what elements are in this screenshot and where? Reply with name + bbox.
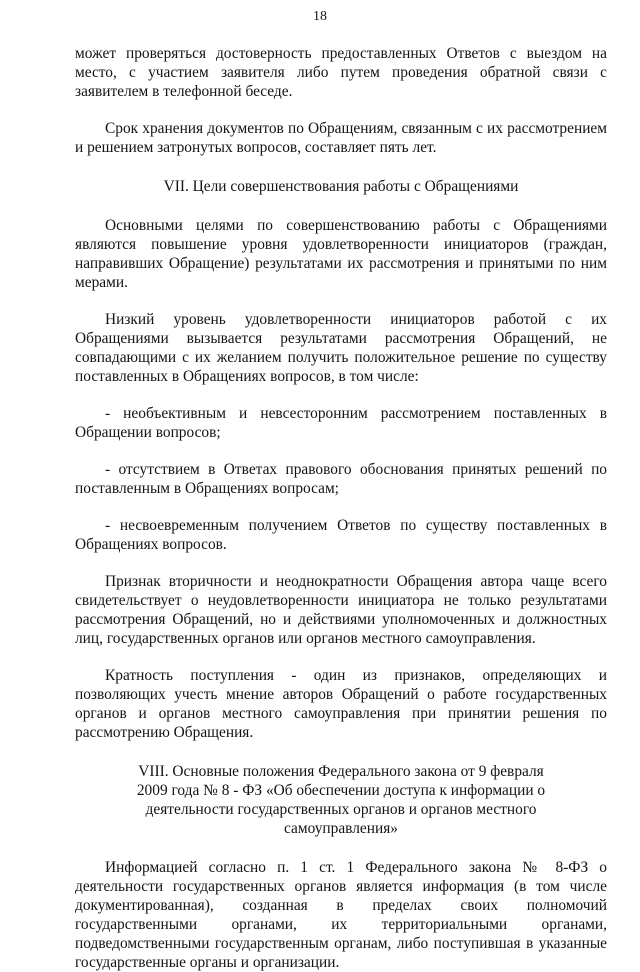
paragraph: Основными целями по совершенствованию работы с Обращениями являются повышение уровня удовлетворенности инициаторов (граждан, направивших Обращение) результатами их рассмотрения и принятыми по ним мерами. (75, 217, 607, 291)
section-heading: VIII. Основные положения Федерального закона от 9 февраля 2009 года № 8 - ФЗ «Об обеспечении доступа к информации о деятельности государственных органов и органов местного самоуправления» (136, 763, 546, 837)
paragraph: может проверяться достоверность предоставленных Ответов с выездом на место, с участием заявителя либо путем проведения обратной связи с заявителем в телефонной беседе. (75, 45, 607, 100)
paragraph: Кратность поступления - один из признаков, определяющих и позволяющих учесть мнение авторов Обращений о работе государственных органов и органов местного самоуправления при принятии решения по рассмотрению Обращения. (75, 667, 607, 741)
paragraph: Низкий уровень удовлетворенности инициаторов работой с их Обращениями вызывается результатами рассмотрения Обращений, не совпадающими с их желанием получить положительное решение по существу поставленных в Обращениях вопросов, в том числе: (75, 311, 607, 385)
section-heading: VII. Цели совершенствования работы с Обращениями (163, 178, 519, 195)
list-item: - несвоевременным получением Ответов по существу поставленных в Обращениях вопросов. (75, 517, 607, 553)
paragraph: Признак вторичности и неоднократности Обращения автора чаще всего свидетельствует о неудовлетворенности инициатора не только результатами рассмотрения Обращений, но и действиями уполномоченных и должностных лиц, государственных органов или органов местного самоуправления. (75, 573, 607, 647)
document-body (75, 44, 607, 972)
list-item: - необъективным и невсесторонним рассмотрением поставленных в Обращении вопросов; (75, 405, 607, 441)
page-number: 18 (313, 9, 327, 24)
list-item: - отсутствием в Ответах правового обоснования принятых решений по поставленным в Обращениях вопросам; (75, 461, 607, 497)
paragraph: Информацией согласно п. 1 ст. 1 Федерального закона № 8-ФЗ о деятельности государственных органов является информация (в том числе документированная), созданная в пределах своих полномочий государственными органами, их территориальными органами, подведомственными государственным органам, либо поступившая в указанные государственные органы и организации. (75, 859, 607, 971)
paragraph: Срок хранения документов по Обращениям, связанным с их рассмотрением и решением затронутых вопросов, составляет пять лет. (75, 120, 607, 156)
